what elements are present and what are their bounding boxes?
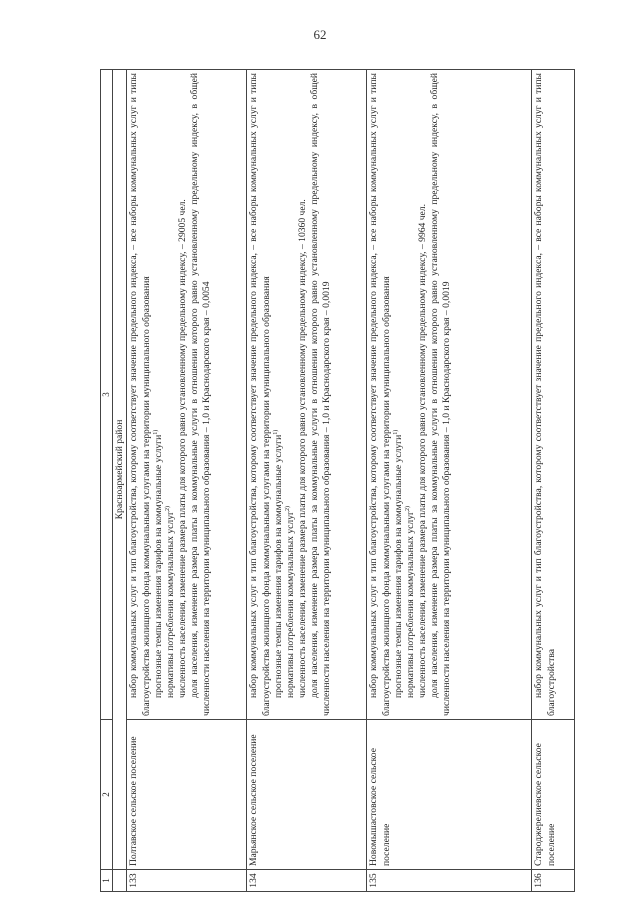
- district-row: [113, 70, 127, 892]
- tariff-forecast-line: [153, 73, 165, 716]
- services-set-text: набор коммунальных услуг и тип благоустройства, которому соответствует значение предельного индекса, – все наборы коммунальных услуг и типы благоустройства жилищного фонда коммунальными услугами на территории муниципального образования: [128, 73, 152, 716]
- population-share-text: доля населения, изменение размера платы за коммунальные услуги в отношении которого равно установленному предельному индексу, в общей численности населения на территории муниципального образования – 1,0 и Краснодарского края – 0,0019: [309, 73, 333, 716]
- district-name: Красноармейский район: [113, 70, 127, 870]
- settlement-name: Староджерелиевское сельское поселение: [532, 720, 575, 870]
- header-col-2: 2: [101, 720, 113, 870]
- row-number: 134: [247, 870, 367, 892]
- header-col-1: 1: [101, 870, 113, 892]
- table-row: [247, 70, 367, 892]
- consumption-norms-text: нормативы потребления коммунальных услуг: [284, 511, 296, 698]
- settlement-name: Новомышастовское сельское поселение: [367, 720, 532, 870]
- population-share-text: доля населения, изменение размера платы за коммунальные услуги в отношении которого равно установленному предельному индексу, в общей численности населения на территории муниципального образования – 1,0 и Краснодарского края – 0,0054: [189, 73, 213, 716]
- row-number: 135: [367, 870, 532, 892]
- row-number: 133: [127, 870, 247, 892]
- row-number: 136: [532, 870, 575, 892]
- tariff-table: [100, 69, 575, 892]
- row-description: [532, 70, 575, 720]
- page-number: 62: [313, 27, 327, 42]
- header-row: [101, 70, 113, 892]
- settlement-name: Марьянское сельское поселение: [247, 720, 367, 870]
- footnote-mark-2: 2): [284, 506, 291, 512]
- consumption-norms-text: нормативы потребления коммунальных услуг: [404, 511, 416, 698]
- services-set-text: набор коммунальных услуг и тип благоустройства, которому соответствует значение предельного индекса, – все наборы коммунальных услуг и типы благоустройства: [533, 73, 557, 716]
- table-row: [367, 70, 532, 892]
- rotated-table-container: [100, 70, 568, 892]
- tariff-forecast-line: [393, 73, 405, 716]
- footnote-mark-2: 2): [164, 506, 171, 512]
- header-col-3: 3: [101, 70, 113, 720]
- tariff-forecast-line: [273, 73, 285, 716]
- tariff-forecast-text: прогнозные темпы изменения тарифов на коммунальные услуги: [152, 434, 164, 698]
- services-set-text: набор коммунальных услуг и тип благоустройства, которому соответствует значение предельного индекса, – все наборы коммунальных услуг и типы благоустройства жилищного фонда коммунальными услугами на территории муниципального образования: [368, 73, 392, 716]
- table-row: [532, 70, 575, 892]
- consumption-norms-text: нормативы потребления коммунальных услуг: [164, 511, 176, 698]
- consumption-norms-line: [285, 73, 297, 716]
- population-text: численность населения, изменение размера платы для которого равно установленному предельному индексу, – 10360 чел.: [297, 199, 309, 698]
- services-set-text: набор коммунальных услуг и тип благоустройства, которому соответствует значение предельного индекса, – все наборы коммунальных услуг и типы благоустройства жилищного фонда коммунальными услугами на территории муниципального образования: [248, 73, 272, 716]
- tariff-forecast-text: прогнозные темпы изменения тарифов на коммунальные услуги: [392, 434, 404, 698]
- consumption-norms-line: [405, 73, 417, 716]
- row-description: [367, 70, 532, 720]
- population-share-text: доля населения, изменение размера платы за коммунальные услуги в отношении которого равно установленному предельному индексу, в общей численности населения на территории муниципального образования – 1,0 и Краснодарского края – 0,0019: [429, 73, 453, 716]
- table-row: [127, 70, 247, 892]
- population-text: численность населения, изменение размера платы для которого равно установленному предельному индексу, – 29005 чел.: [177, 199, 189, 698]
- row-description: [127, 70, 247, 720]
- row-description: [247, 70, 367, 720]
- rotated-table-area: [100, 70, 568, 892]
- footnote-mark-2: 2): [404, 506, 411, 512]
- population-text: численность населения, изменение размера платы для которого равно установленному предельному индексу, – 9964 чел.: [417, 204, 429, 698]
- tariff-forecast-text: прогнозные темпы изменения тарифов на коммунальные услуги: [272, 434, 284, 698]
- footnote-mark-1: 1): [272, 429, 279, 435]
- consumption-norms-line: [165, 73, 177, 716]
- footnote-mark-1: 1): [392, 429, 399, 435]
- footnote-mark-1: 1): [152, 429, 159, 435]
- district-empty-cell: [113, 870, 127, 892]
- settlement-name: Полтавское сельское поселение: [127, 720, 247, 870]
